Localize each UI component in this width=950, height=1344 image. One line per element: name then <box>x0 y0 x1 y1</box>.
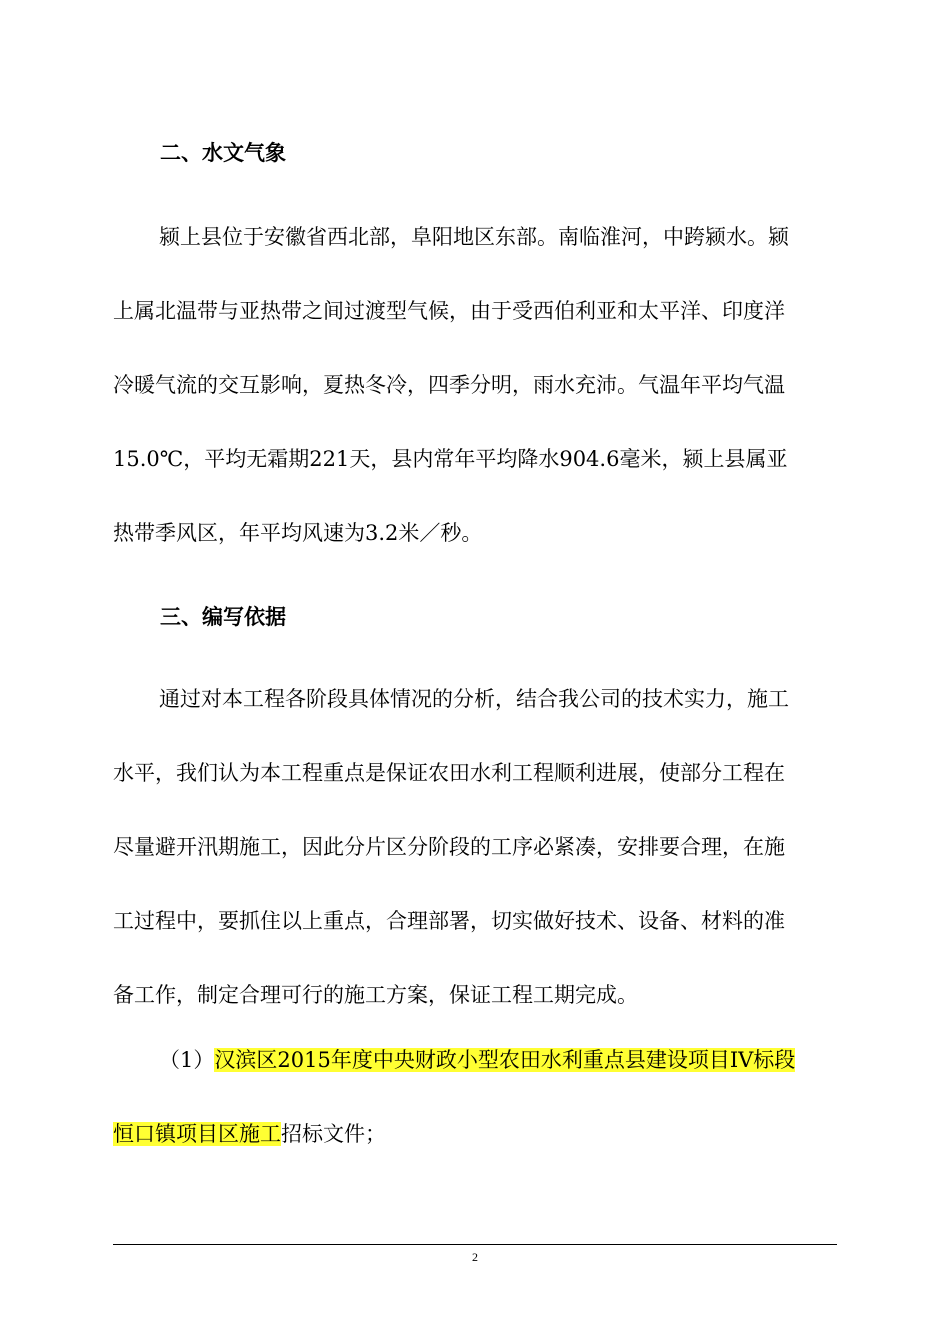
section-heading-hydrology: 二、水文气象 <box>160 141 286 165</box>
highlighted-text: 汉滨区2015年度中央财政小型农田水利重点县建设项目IV标段 <box>214 1048 796 1072</box>
list-item-number: （1） <box>159 1048 215 1072</box>
paragraph-line: 备工作，制定合理可行的施工方案，保证工程工期完成。 <box>113 983 638 1007</box>
paragraph-line: 尽量避开汛期施工，因此分片区分阶段的工序必紧凑，安排要合理，在施 <box>113 835 785 859</box>
paragraph-line: 水平，我们认为本工程重点是保证农田水利工程顺利进展，使部分工程在 <box>113 761 785 785</box>
paragraph-hydrology <box>113 200 837 570</box>
list-item-suffix: 招标文件； <box>281 1122 386 1146</box>
list-item-line <box>113 1097 837 1171</box>
paragraph-line: 15.0℃，平均无霜期221天，县内常年平均降水904.6毫米，颍上县属亚 <box>113 447 788 471</box>
paragraph-basis <box>113 662 837 1032</box>
list-item-line <box>113 1023 837 1097</box>
highlighted-text: 恒口镇项目区施工 <box>113 1122 281 1146</box>
paragraph-line: 冷暖气流的交互影响，夏热冬冷，四季分明，雨水充沛。气温年平均气温 <box>113 373 785 397</box>
footer-divider <box>113 1244 837 1245</box>
paragraph-line: 颍上县位于安徽省西北部，阜阳地区东部。南临淮河，中跨颍水。颍 <box>159 225 789 249</box>
page-number: 2 <box>472 1250 478 1264</box>
paragraph-line: 热带季风区，年平均风速为3.2米／秒。 <box>113 521 483 545</box>
paragraph-line: 工过程中，要抓住以上重点，合理部署，切实做好技术、设备、材料的准 <box>113 909 785 933</box>
paragraph-line: 通过对本工程各阶段具体情况的分析，结合我公司的技术实力，施工 <box>159 687 789 711</box>
list-item-1 <box>113 1023 837 1171</box>
section-heading-basis: 三、编写依据 <box>160 605 286 629</box>
paragraph-line: 上属北温带与亚热带之间过渡型气候，由于受西伯利亚和太平洋、印度洋 <box>113 299 785 323</box>
